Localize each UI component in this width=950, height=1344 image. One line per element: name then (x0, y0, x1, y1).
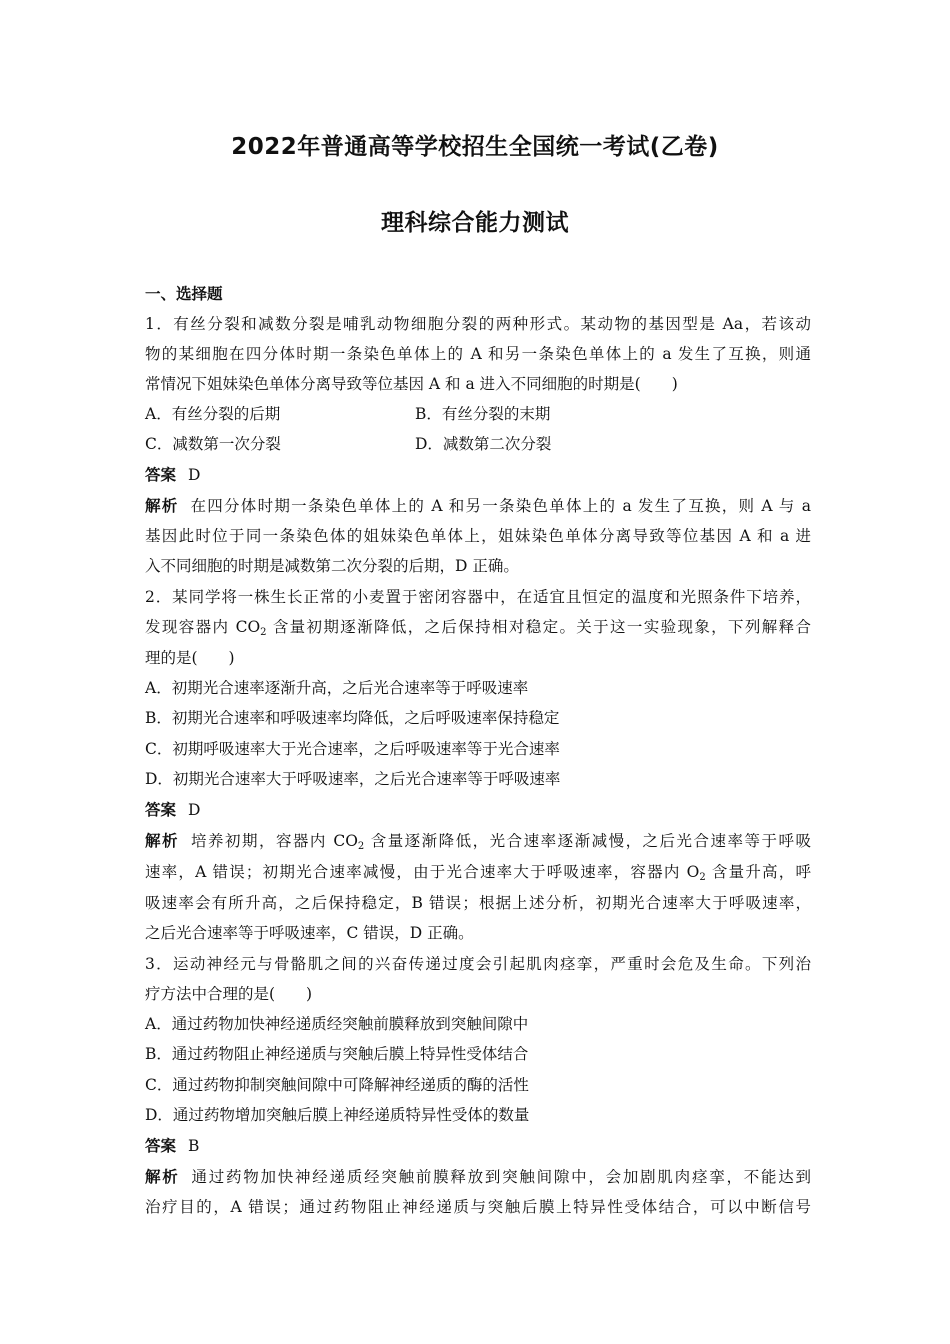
q3-option-d: D．通过药物增加突触后膜上神经递质特异性受体的数量 (145, 1106, 530, 1124)
q2-analysis-text-2b: 含量升高，呼 (705, 863, 811, 881)
exam-subtitle: 理科综合能力测试 (381, 210, 569, 236)
analysis-label: 解析 (145, 1168, 180, 1186)
answer-label: 答案 (145, 466, 177, 484)
q3-analysis-line-1 (145, 1167, 811, 1187)
q2-option-a: A．初期光合速率逐渐升高，之后光合速率等于呼吸速率 (145, 679, 529, 697)
q3-answer (145, 1136, 811, 1156)
exam-title: 2022年普通高等学校招生全国统一考试(乙卷) (231, 134, 719, 160)
q1-answer (145, 465, 811, 485)
q3-answer-value: B (188, 1137, 200, 1155)
q3-analysis-text-1: 通过药物加快神经递质经突触前膜释放到突触间隙中，会加剧肌肉痉挛，不能达到 (191, 1168, 811, 1186)
q2-analysis-text-2a: 速率，A 错误；初期光合速率减慢，由于光合速率大于呼吸速率，容器内 O (145, 863, 700, 881)
q3-option-b: B．通过药物阻止神经递质与突触后膜上特异性受体结合 (145, 1045, 529, 1063)
section-header: 一、选择题 (145, 285, 223, 303)
q3-option-c: C．通过药物抑制突触间隙中可降解神经递质的酶的活性 (145, 1076, 529, 1094)
q2-analysis-subscript-2: 2 (699, 872, 706, 883)
q2-analysis-text-1b: 含量逐渐降低，光合速率逐渐减慢，之后光合速率等于呼吸 (364, 832, 811, 850)
q2-stem-line-1: 2．某同学将一株生长正常的小麦置于密闭容器中，在适宜且恒定的温度和光照条件下培养， (145, 588, 811, 606)
q1-analysis-line-2: 基因此时位于同一条染色体的姐妹染色单体上，姐妹染色单体分离导致等位基因 A 和 a 进 (145, 527, 811, 545)
q2-analysis-subscript-1: 2 (357, 841, 365, 852)
q2-stem-text-b: 含量初期逐渐降低，之后保持相对稳定。关于这一实验现象，下列解释合 (266, 618, 811, 636)
q2-stem-text-a: 发现容器内 CO (145, 618, 261, 636)
q2-analysis-line-4: 之后光合速率等于呼吸速率，C 错误，D 正确。 (145, 924, 474, 942)
q1-stem-line-3: 常情况下姐妹染色单体分离导致等位基因 A 和 a 进入不同细胞的时期是( ) (145, 375, 678, 393)
q1-stem-line-1: 1．有丝分裂和减数分裂是哺乳动物细胞分裂的两种形式。某动物的基因型是 Aa，若该动 (145, 315, 811, 333)
q2-stem-subscript: 2 (260, 627, 267, 638)
q2-analysis-line-1 (145, 831, 811, 851)
q1-option-c: C．减数第一次分裂 (145, 435, 281, 453)
q2-option-b: B．初期光合速率和呼吸速率均降低，之后呼吸速率保持稳定 (145, 709, 560, 727)
q2-answer (145, 800, 811, 820)
q1-stem-line-2: 物的某细胞在四分体时期一条染色单体上的 A 和另一条染色单体上的 a 发生了互换，则通 (145, 345, 811, 363)
q3-analysis-line-2: 治疗目的，A 错误；通过药物阻止神经递质与突触后膜上特异性受体结合，可以中断信号 (145, 1198, 811, 1216)
q2-stem-line-3: 理的是( ) (145, 649, 235, 667)
q1-answer-value: D (188, 466, 201, 484)
q3-option-a: A．通过药物加快神经递质经突触前膜释放到突触间隙中 (145, 1015, 529, 1033)
analysis-label: 解析 (145, 497, 179, 515)
q3-stem-line-1: 3．运动神经元与骨骼肌之间的兴奋传递过度会引起肌肉痉挛，严重时会危及生命。下列治 (145, 955, 811, 973)
q2-analysis-line-2 (145, 862, 811, 882)
q1-analysis-line-3: 入不同细胞的时期是减数第二次分裂的后期，D 正确。 (145, 557, 519, 575)
q2-analysis-line-3: 吸速率会有所升高，之后保持稳定，B 错误；根据上述分析，初期光合速率大于呼吸速率， (145, 894, 811, 912)
q2-option-c: C．初期呼吸速率大于光合速率，之后呼吸速率等于光合速率 (145, 740, 560, 758)
q2-option-d: D．初期光合速率大于呼吸速率，之后光合速率等于呼吸速率 (145, 770, 561, 788)
q1-option-a: A．有丝分裂的后期 (145, 405, 281, 423)
analysis-label: 解析 (145, 832, 179, 850)
q1-analysis-line-1 (145, 496, 811, 516)
q2-analysis-text-1a: 培养初期，容器内 CO (190, 832, 358, 850)
answer-label: 答案 (145, 1137, 177, 1155)
q1-analysis-text-1: 在四分体时期一条染色单体上的 A 和另一条染色单体上的 a 发生了互换，则 A 与 a (190, 497, 811, 515)
q1-option-d: D．减数第二次分裂 (415, 435, 552, 453)
answer-label: 答案 (145, 801, 177, 819)
q3-stem-line-2: 疗方法中合理的是( ) (145, 985, 313, 1003)
q2-answer-value: D (188, 801, 201, 819)
q2-stem-line-2 (145, 617, 811, 637)
q1-option-b: B．有丝分裂的末期 (415, 405, 551, 423)
